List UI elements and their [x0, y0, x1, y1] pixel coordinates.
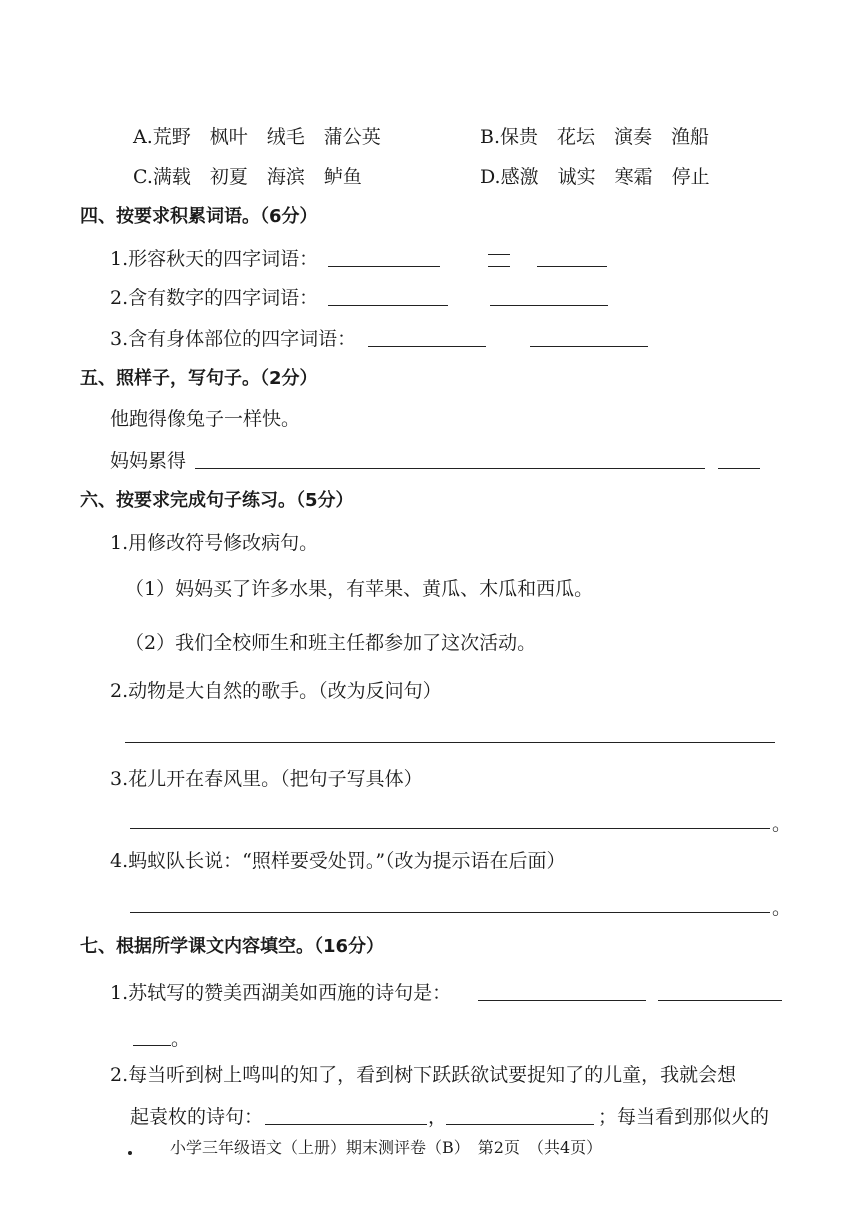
answer-line [125, 742, 775, 743]
section-7-item-2: 2.每当听到树上鸣叫的知了，看到树下跃跃欲试要捉知了的儿童，我就会想 [110, 1064, 737, 1086]
option-a: A.荒野 枫叶 绒毛 蒲公英 [133, 126, 381, 148]
sentence-2: （2）我们全校师生和班主任都参加了这次活动。 [125, 632, 537, 654]
sentence-1: （1）妈妈买了许多水果，有苹果、黄瓜、木瓜和西瓜。 [125, 578, 594, 600]
period: 。 [772, 897, 792, 919]
footer-dot [128, 1151, 132, 1155]
answer-line [718, 468, 760, 469]
comma: ， [428, 1106, 448, 1128]
section-4-item-2: 2.含有数字的四字词语： [110, 287, 319, 309]
answer-line [130, 912, 770, 913]
period: 。 [772, 813, 792, 835]
option-c: C.满载 初夏 海滨 鲈鱼 [133, 166, 362, 188]
page-footer: 小学三年级语文（上册）期末测评卷（B） 第2页 （共4页） [170, 1138, 603, 1157]
answer-line [368, 346, 486, 347]
item-1-end: 。 [171, 1028, 191, 1050]
answer-line [537, 266, 607, 267]
answer-line [488, 266, 510, 267]
option-d: D.感激 诚实 寒霜 停止 [480, 166, 710, 188]
section-4-title: 四、按要求积累词语。（6分） [80, 206, 318, 227]
answer-line [490, 305, 608, 306]
example-sentence: 他跑得像兔子一样快。 [110, 408, 301, 430]
answer-line [130, 828, 770, 829]
section-6-item-3: 3.花儿开在春风里。（把句子写具体） [110, 768, 423, 790]
answer-line [488, 254, 510, 255]
answer-line [446, 1124, 594, 1125]
section-7-title: 七、根据所学课文内容填空。（16分） [80, 936, 385, 957]
answer-line [133, 1045, 171, 1046]
section-6-item-2: 2.动物是大自然的歌手。（改为反问句） [110, 680, 442, 702]
answer-line [195, 468, 705, 469]
section-4-item-3: 3.含有身体部位的四字词语： [110, 328, 357, 350]
section-5-title: 五、照样子，写句子。（2分） [80, 368, 318, 389]
answer-line [530, 346, 648, 347]
option-b: B.保贵 花坛 演奏 渔船 [480, 126, 710, 148]
answer-line [328, 266, 440, 267]
item-2-continuation: 起袁枚的诗句： [130, 1106, 264, 1128]
answer-line [658, 1000, 782, 1001]
section-4-item-1: 1.形容秋天的四字词语： [110, 248, 319, 270]
item-2-tail: ；每当看到那似火的 [598, 1106, 770, 1128]
section-7-item-1: 1.苏轼写的赞美西湖美如西施的诗句是： [110, 982, 452, 1004]
sentence-prompt: 妈妈累得 [110, 450, 187, 472]
answer-line [478, 1000, 646, 1001]
section-6-item-4: 4.蚂蚁队长说：“照样要受处罚。”（改为提示语在后面） [110, 850, 566, 872]
section-6-item-1: 1.用修改符号修改病句。 [110, 532, 319, 554]
answer-line [328, 305, 448, 306]
answer-line [265, 1124, 427, 1125]
section-6-title: 六、按要求完成句子练习。（5分） [80, 490, 354, 511]
